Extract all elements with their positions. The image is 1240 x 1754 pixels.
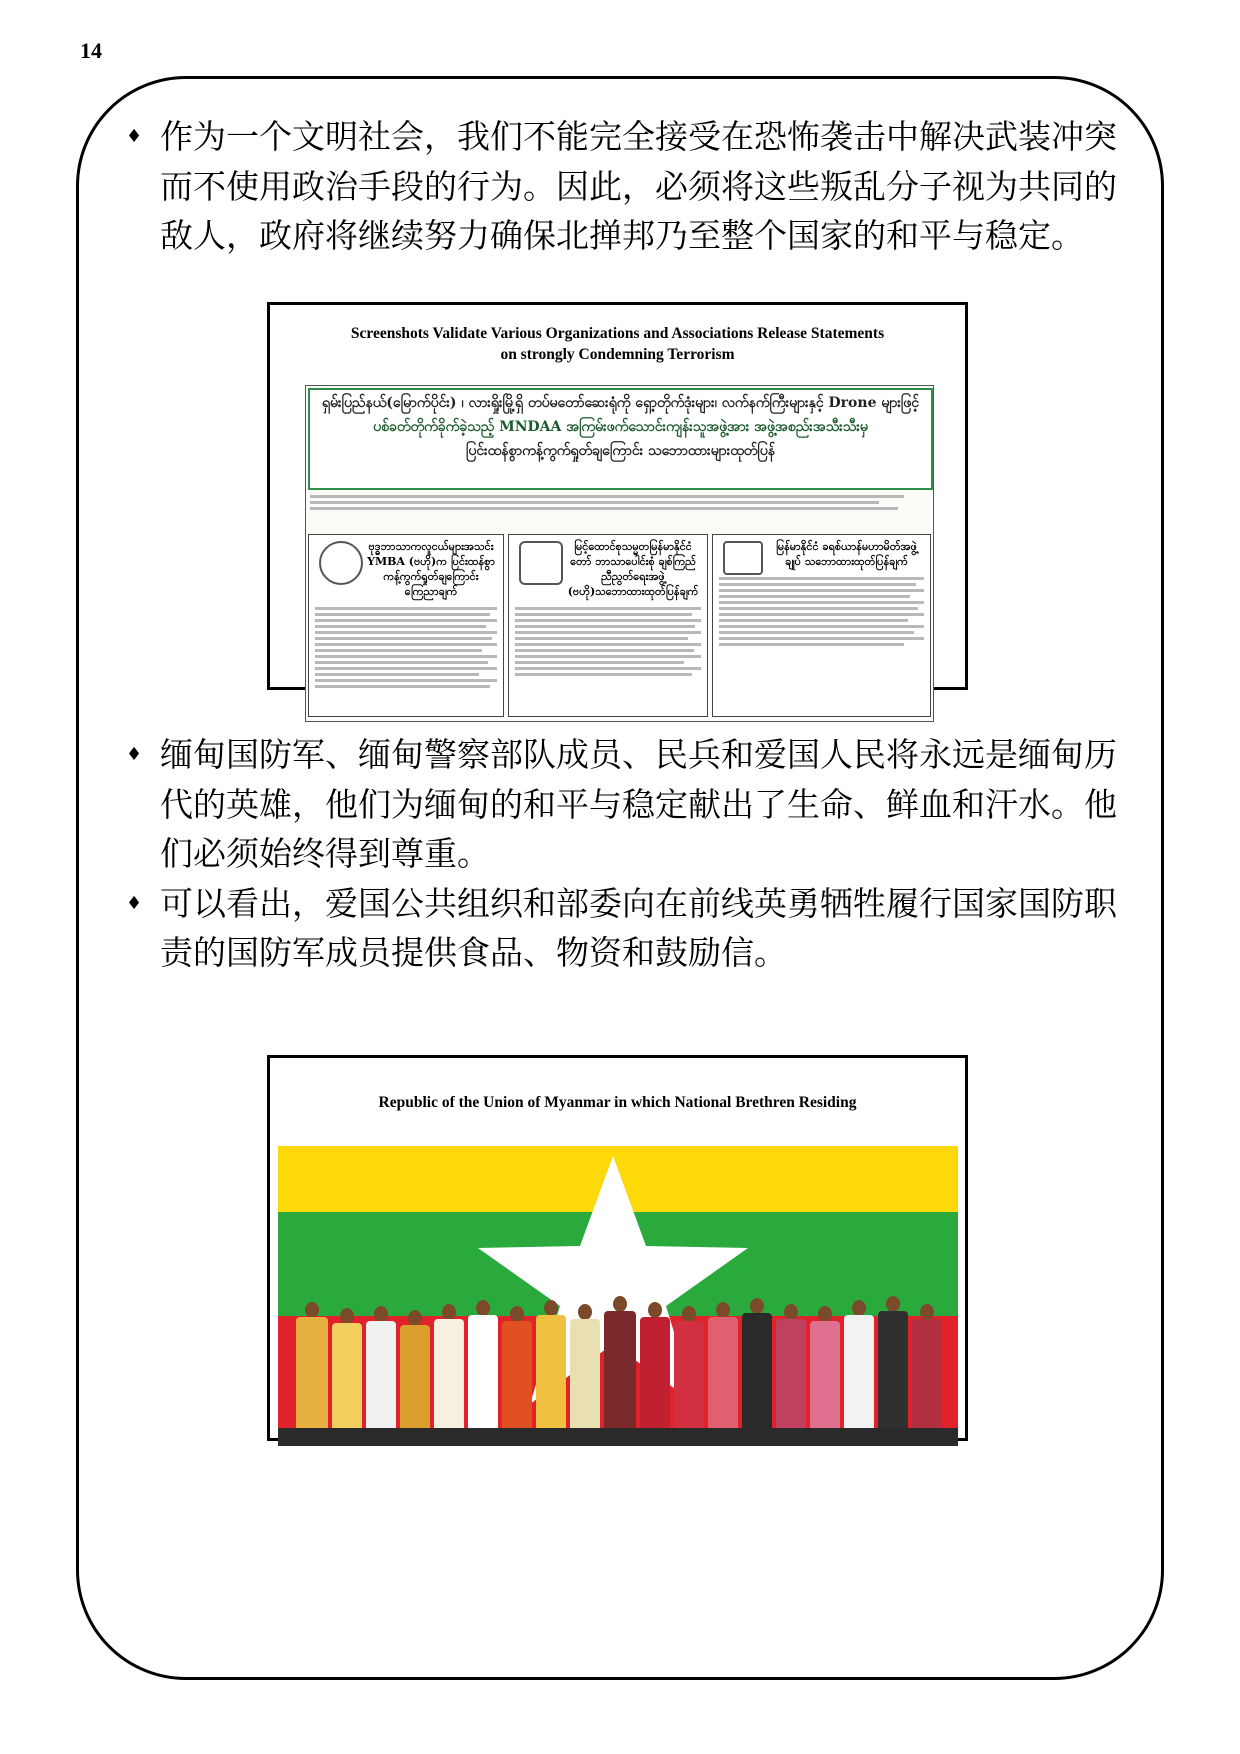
clipping-column bbox=[712, 534, 931, 717]
diamond-bullet-icon: ♦ bbox=[126, 744, 143, 765]
clipping-columns bbox=[308, 534, 931, 717]
diamond-bullet-icon: ♦ bbox=[126, 126, 143, 147]
bullet-text: 作为一个文明社会，我们不能完全接受在恐怖袭击中解决武装冲突而不使用政治手段的行为。因此，必须将这些叛乱分子视为共同的敌人，政府将继续努力确保北掸邦乃至整个国家的和平与稳定。 bbox=[160, 117, 1117, 255]
clipping-column-title: မြန်မာနိုင်ငံ ခရစ်ယာန်မဟာမိတ်အဖွဲ့ချုပ် သဘောထားထုတ်ပြန်ချက် bbox=[776, 540, 917, 568]
organization-seal-icon bbox=[319, 541, 363, 585]
clipping-headline-line: ရှမ်းပြည်နယ်(မြောက်ပိုင်း) ၊ လားရှိုးမြို့ရှိ တပ်မတော်ဆေးရုံကို ရှော့တိုက်ဒုံးများ၊ လက်နက်ကြီးများနှင့် Drone များဖြင့် bbox=[322, 395, 919, 411]
figure-flag bbox=[267, 1055, 968, 1441]
bullet-item bbox=[118, 879, 1128, 978]
clipping-headline-line: ပြင်းထန်စွာကန့်ကွက်ရှုတ်ချကြောင်း သဘောထားများထုတ်ပြန် bbox=[466, 443, 775, 459]
people-in-traditional-costume bbox=[288, 1284, 948, 1432]
bullet-item bbox=[118, 112, 1128, 261]
clipping-column-title: မြင့်ထောင်စုသမ္မတမြန်မာနိုင်ငံတော် ဘာသာပေါင်းစုံ ချစ်ကြည်ညီညွတ်ရေးအဖွဲ့ (ဗဟို)သဘောထားထုတ်ပြန်ချက် bbox=[567, 540, 699, 598]
myanmar-flag-image bbox=[278, 1146, 958, 1446]
bullet-list-bottom bbox=[118, 730, 1128, 978]
clipping-column bbox=[508, 534, 708, 717]
newspaper-clipping-image bbox=[305, 385, 934, 722]
organization-emblem-icon bbox=[519, 541, 563, 585]
bullet-text: 缅甸国防军、缅甸警察部队成员、民兵和爱国人民将永远是缅甸历代的英雄，他们为缅甸的和平与稳定献出了生命、鲜血和汗水。他们必须始终得到尊重。 bbox=[160, 735, 1117, 873]
stage-floor bbox=[278, 1428, 958, 1446]
figure-caption: Republic of the Union of Myanmar in which National Brethren Residing bbox=[378, 1094, 857, 1111]
clipping-column bbox=[308, 534, 504, 717]
figure-caption-line1: Screenshots Validate Various Organizations and Associations Release Statements bbox=[350, 325, 885, 342]
clipping-body-text bbox=[310, 492, 929, 526]
page-number: 14 bbox=[80, 38, 102, 63]
figure-clipping bbox=[267, 302, 968, 690]
diamond-bullet-icon: ♦ bbox=[126, 892, 143, 914]
clipping-headline-box bbox=[308, 388, 933, 490]
clipping-column-title: ဗုဒ္ဓဘာသာကလူငယ်များအသင်း YMBA (ဗဟို)က ပြင်းထန်စွာ ကန့်ကွက်ရှုတ်ချကြောင်းကြေညာချက် bbox=[367, 540, 495, 598]
bullet-text: 可以看出，爱国公共组织和部委向在前线英勇牺牲履行国家国防职责的国防军成员提供食品、物资和鼓励信。 bbox=[160, 883, 1117, 972]
bullet-item bbox=[118, 730, 1128, 879]
bullet-list-top bbox=[118, 112, 1128, 261]
clipping-headline-line: ပစ်ခတ်တိုက်ခိုက်ခဲ့သည့် MNDAA အကြမ်းဖက်သောင်းကျန်းသူအဖွဲ့အား အဖွဲ့အစည်းအသီးသီးမှ bbox=[373, 419, 868, 435]
figure-caption-line2: on strongly Condemning Terrorism bbox=[500, 346, 735, 363]
alliance-logo-icon bbox=[723, 541, 763, 575]
